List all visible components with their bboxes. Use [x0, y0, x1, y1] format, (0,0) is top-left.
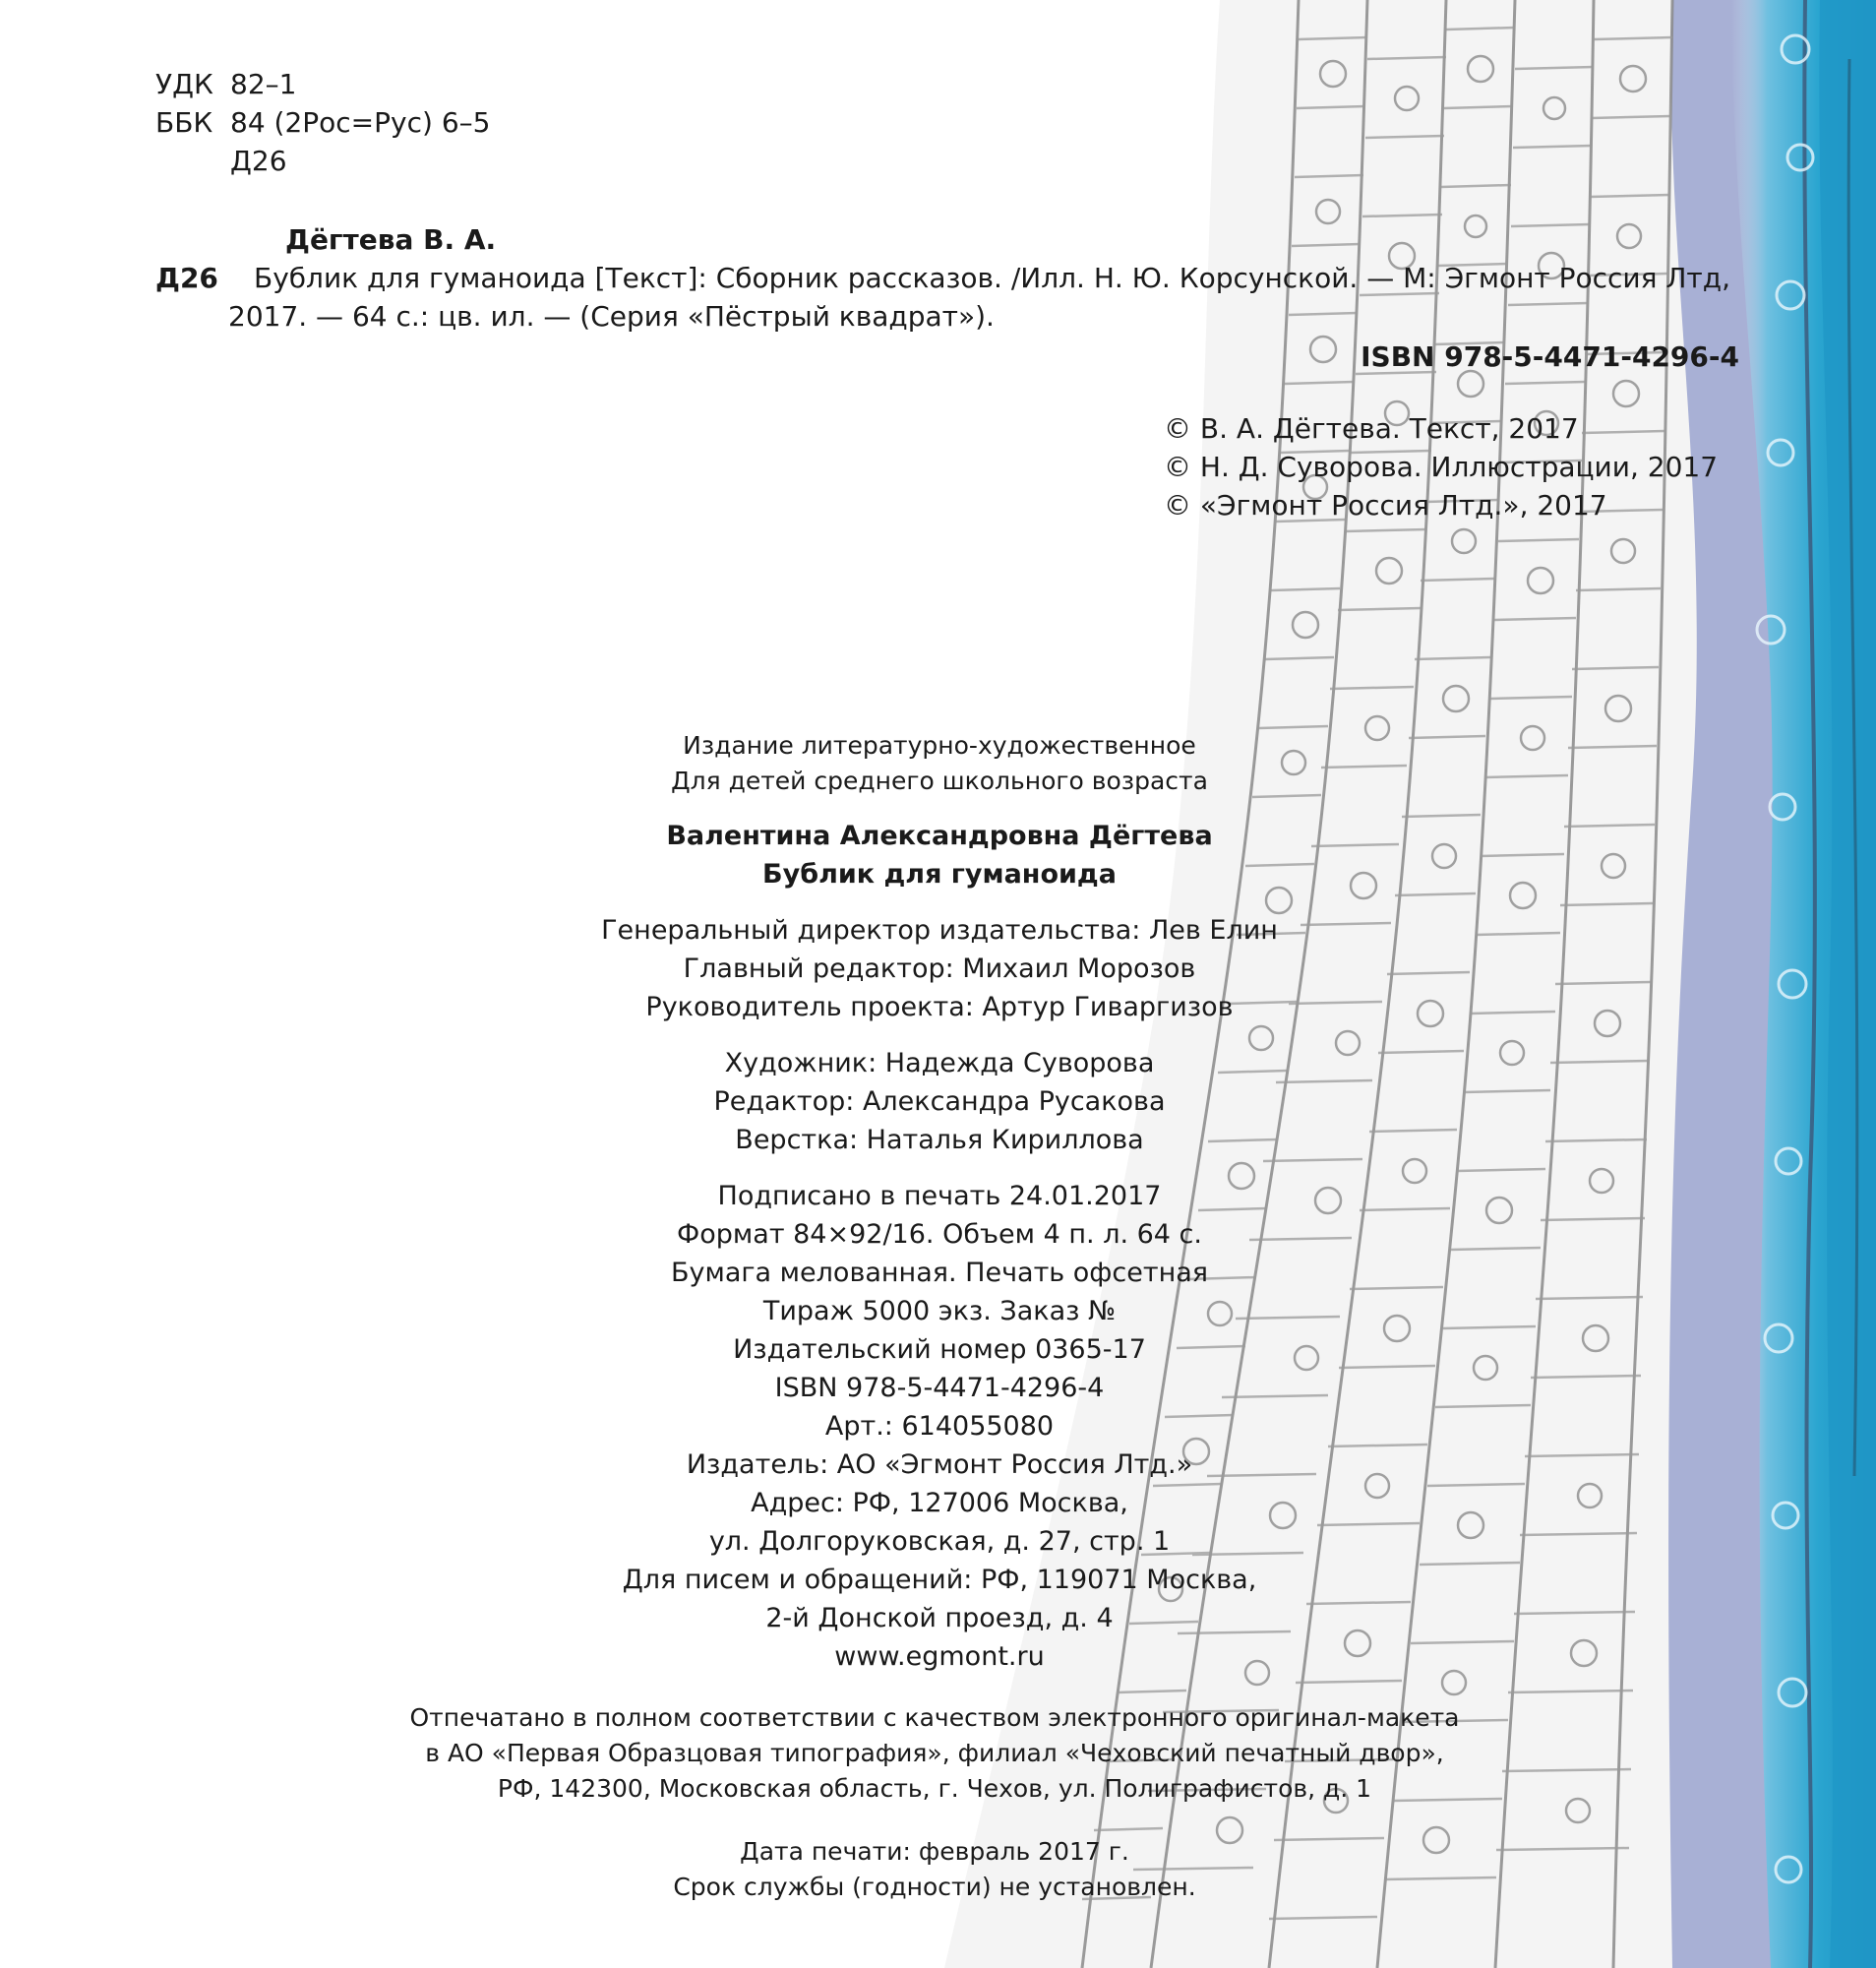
copyright-line: © В. А. Дёгтева. Текст, 2017 — [1164, 412, 1579, 445]
detail-line: Формат 84×92/16. Объем 4 п. л. 64 с. — [677, 1219, 1202, 1250]
detail-line: ул. Долгоруковская, д. 27, стр. 1 — [708, 1526, 1171, 1557]
imprint-author: Валентина Александровна Дёгтева — [666, 821, 1213, 851]
staff-line: Главный редактор: Михаил Морозов — [683, 953, 1196, 984]
bbk-value: 84 (2Рос=Рус) 6–5 — [230, 106, 491, 139]
staff-line: Редактор: Александра Русакова — [713, 1086, 1166, 1117]
bib-index: Д26 — [155, 262, 218, 294]
author-mark-label — [155, 142, 230, 180]
website-link[interactable]: www.egmont.ru — [834, 1641, 1045, 1672]
print-date: Дата печати: февраль 2017 г. — [740, 1837, 1129, 1866]
staff-line: Художник: Надежда Суворова — [724, 1048, 1155, 1078]
printing-line: в АО «Первая Образцовая типография», филиал «Чеховский печатный двор», — [425, 1739, 1444, 1767]
classification-block — [155, 65, 490, 180]
imprint-audience: Для детей среднего школьного возраста — [671, 767, 1208, 795]
bbk-row — [155, 103, 490, 142]
copyright-line: © Н. Д. Суворова. Иллюстрации, 2017 — [1164, 451, 1719, 483]
staff-line: Руководитель проекта: Артур Гиваргизов — [645, 992, 1234, 1022]
printing-line: Отпечатано в полном соответствии с качеством электронного оригинал-макета — [409, 1703, 1460, 1732]
copyright-line: © «Эгмонт Россия Лтд.», 2017 — [1164, 489, 1607, 522]
detail-line: Тираж 5000 экз. Заказ № — [762, 1296, 1117, 1326]
imprint-block — [325, 728, 1554, 1676]
imprint-genre: Издание литературно-художественное — [683, 731, 1196, 760]
udk-row — [155, 65, 490, 103]
bib-line-2: 2017. — 64 с.: цв. ил. — (Серия «Пёстрый квадрат»). — [228, 300, 995, 333]
bbk-label: ББК — [155, 106, 213, 139]
staff-line: Генеральный директор издательства: Лев Елин — [601, 915, 1278, 946]
imprint-title: Бублик для гуманоида — [762, 859, 1117, 890]
bib-isbn: ISBN 978-5-4471-4296-4 — [1361, 340, 1739, 373]
detail-line: Адрес: РФ, 127006 Москва, — [751, 1488, 1128, 1518]
bibliographic-record — [155, 220, 1739, 376]
detail-line: Бумага мелованная. Печать офсетная — [670, 1258, 1209, 1288]
author-mark-row — [155, 142, 490, 180]
detail-line: Издательский номер 0365-17 — [733, 1334, 1146, 1365]
udk-label: УДК — [155, 68, 213, 100]
bib-author: Дёгтева В. А. — [285, 223, 497, 256]
detail-line: 2-й Донской проезд, д. 4 — [765, 1603, 1114, 1633]
printing-line: РФ, 142300, Московская область, г. Чехов, ул. Полиграфистов, д. 1 — [497, 1774, 1372, 1803]
detail-line: Издатель: АО «Эгмонт Россия Лтд.» — [686, 1449, 1193, 1480]
detail-line: Для писем и обращений: РФ, 119071 Москва, — [622, 1565, 1257, 1595]
detail-line: Подписано в печать 24.01.2017 — [717, 1181, 1162, 1211]
bib-line-1 — [155, 259, 1739, 297]
bib-description: Бублик для гуманоида [Текст]: Сборник рассказов. /Илл. Н. Ю. Корсунской. — М: Эгмонт Россия Лтд, — [254, 262, 1730, 294]
detail-line: ISBN 978-5-4471-4296-4 — [774, 1373, 1105, 1403]
author-mark-value: Д26 — [230, 145, 287, 177]
detail-line: Арт.: 614055080 — [824, 1411, 1055, 1442]
staff-line: Верстка: Наталья Кириллова — [735, 1125, 1144, 1155]
shelf-life: Срок службы (годности) не установлен. — [673, 1873, 1196, 1901]
udk-value: 82–1 — [230, 68, 297, 100]
copyright-block — [1164, 409, 1718, 524]
printing-block — [295, 1700, 1574, 1905]
